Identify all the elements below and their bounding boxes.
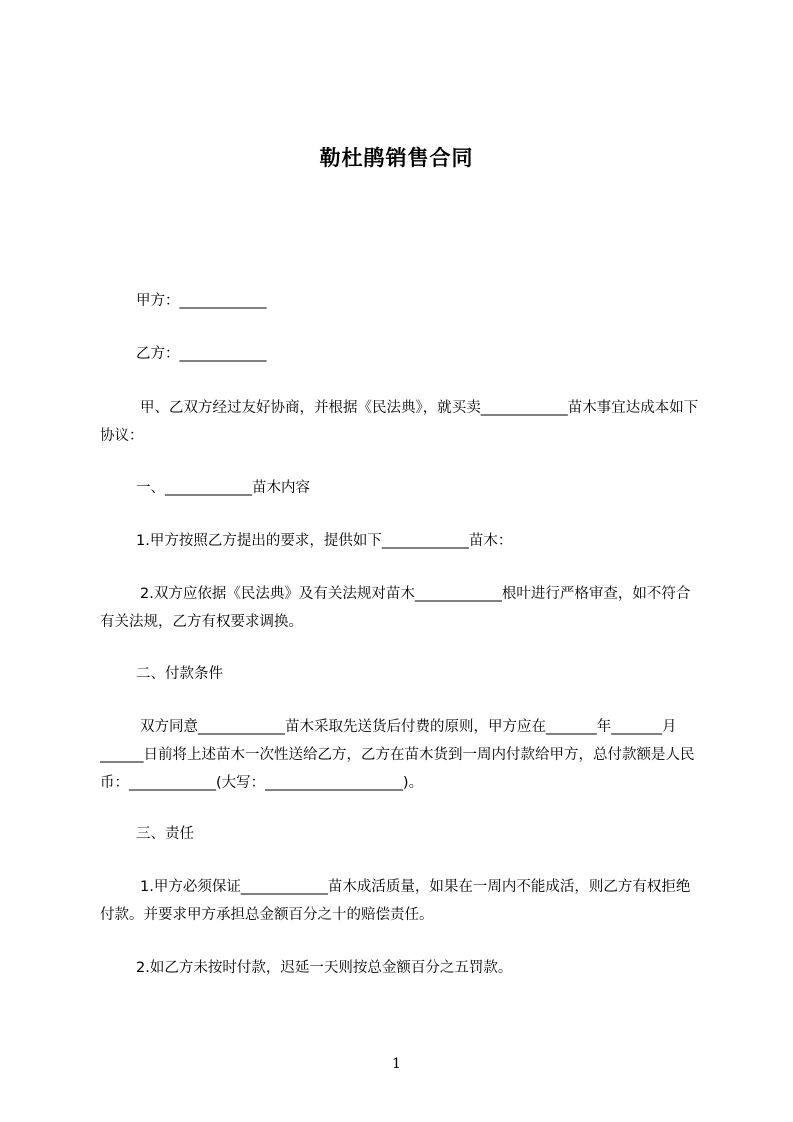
section3-heading: 三、责任 — [136, 826, 194, 842]
section2-heading: 二、付款条件 — [136, 666, 223, 682]
page-number: 1 — [392, 1056, 401, 1072]
section3-item1: 1.甲方必须保证____________苗木成活质量，如果在一周内不能成活，则乙方有权拒绝付款。并要求甲方承担总金额百分之十的赔偿责任。 — [100, 879, 691, 923]
section1-item1: 1.甲方按照乙方提出的要求，提供如下____________苗木： — [136, 533, 513, 549]
party-a-line: 甲方：____________ — [136, 293, 267, 309]
intro-paragraph: 甲、乙双方经过友好协商，并根据《民法典》，就买卖____________苗木事宜达成本如下协议： — [100, 400, 699, 444]
section3-item2: 2.如乙方未按时付款，迟延一天则按总金额百分之五罚款。 — [136, 960, 513, 976]
contract-title: 勒杜鹃销售合同 — [319, 146, 474, 170]
section1-item2: 2.双方应依据《民法典》及有关法规对苗木____________根叶进行严格审查，如不符合有关法规，乙方有权要求调换。 — [100, 586, 691, 630]
section2-body: 双方同意____________苗木采取先送货后付费的原则，甲方应在_______年_______月______日前将上述苗木一次性送给乙方，乙方在苗木货到一周内付款给甲方，总付款额是人民币：____________(大写：___________________)。 — [100, 719, 695, 791]
section1-heading: 一、____________苗木内容 — [136, 480, 310, 496]
party-b-line: 乙方：____________ — [136, 346, 267, 362]
